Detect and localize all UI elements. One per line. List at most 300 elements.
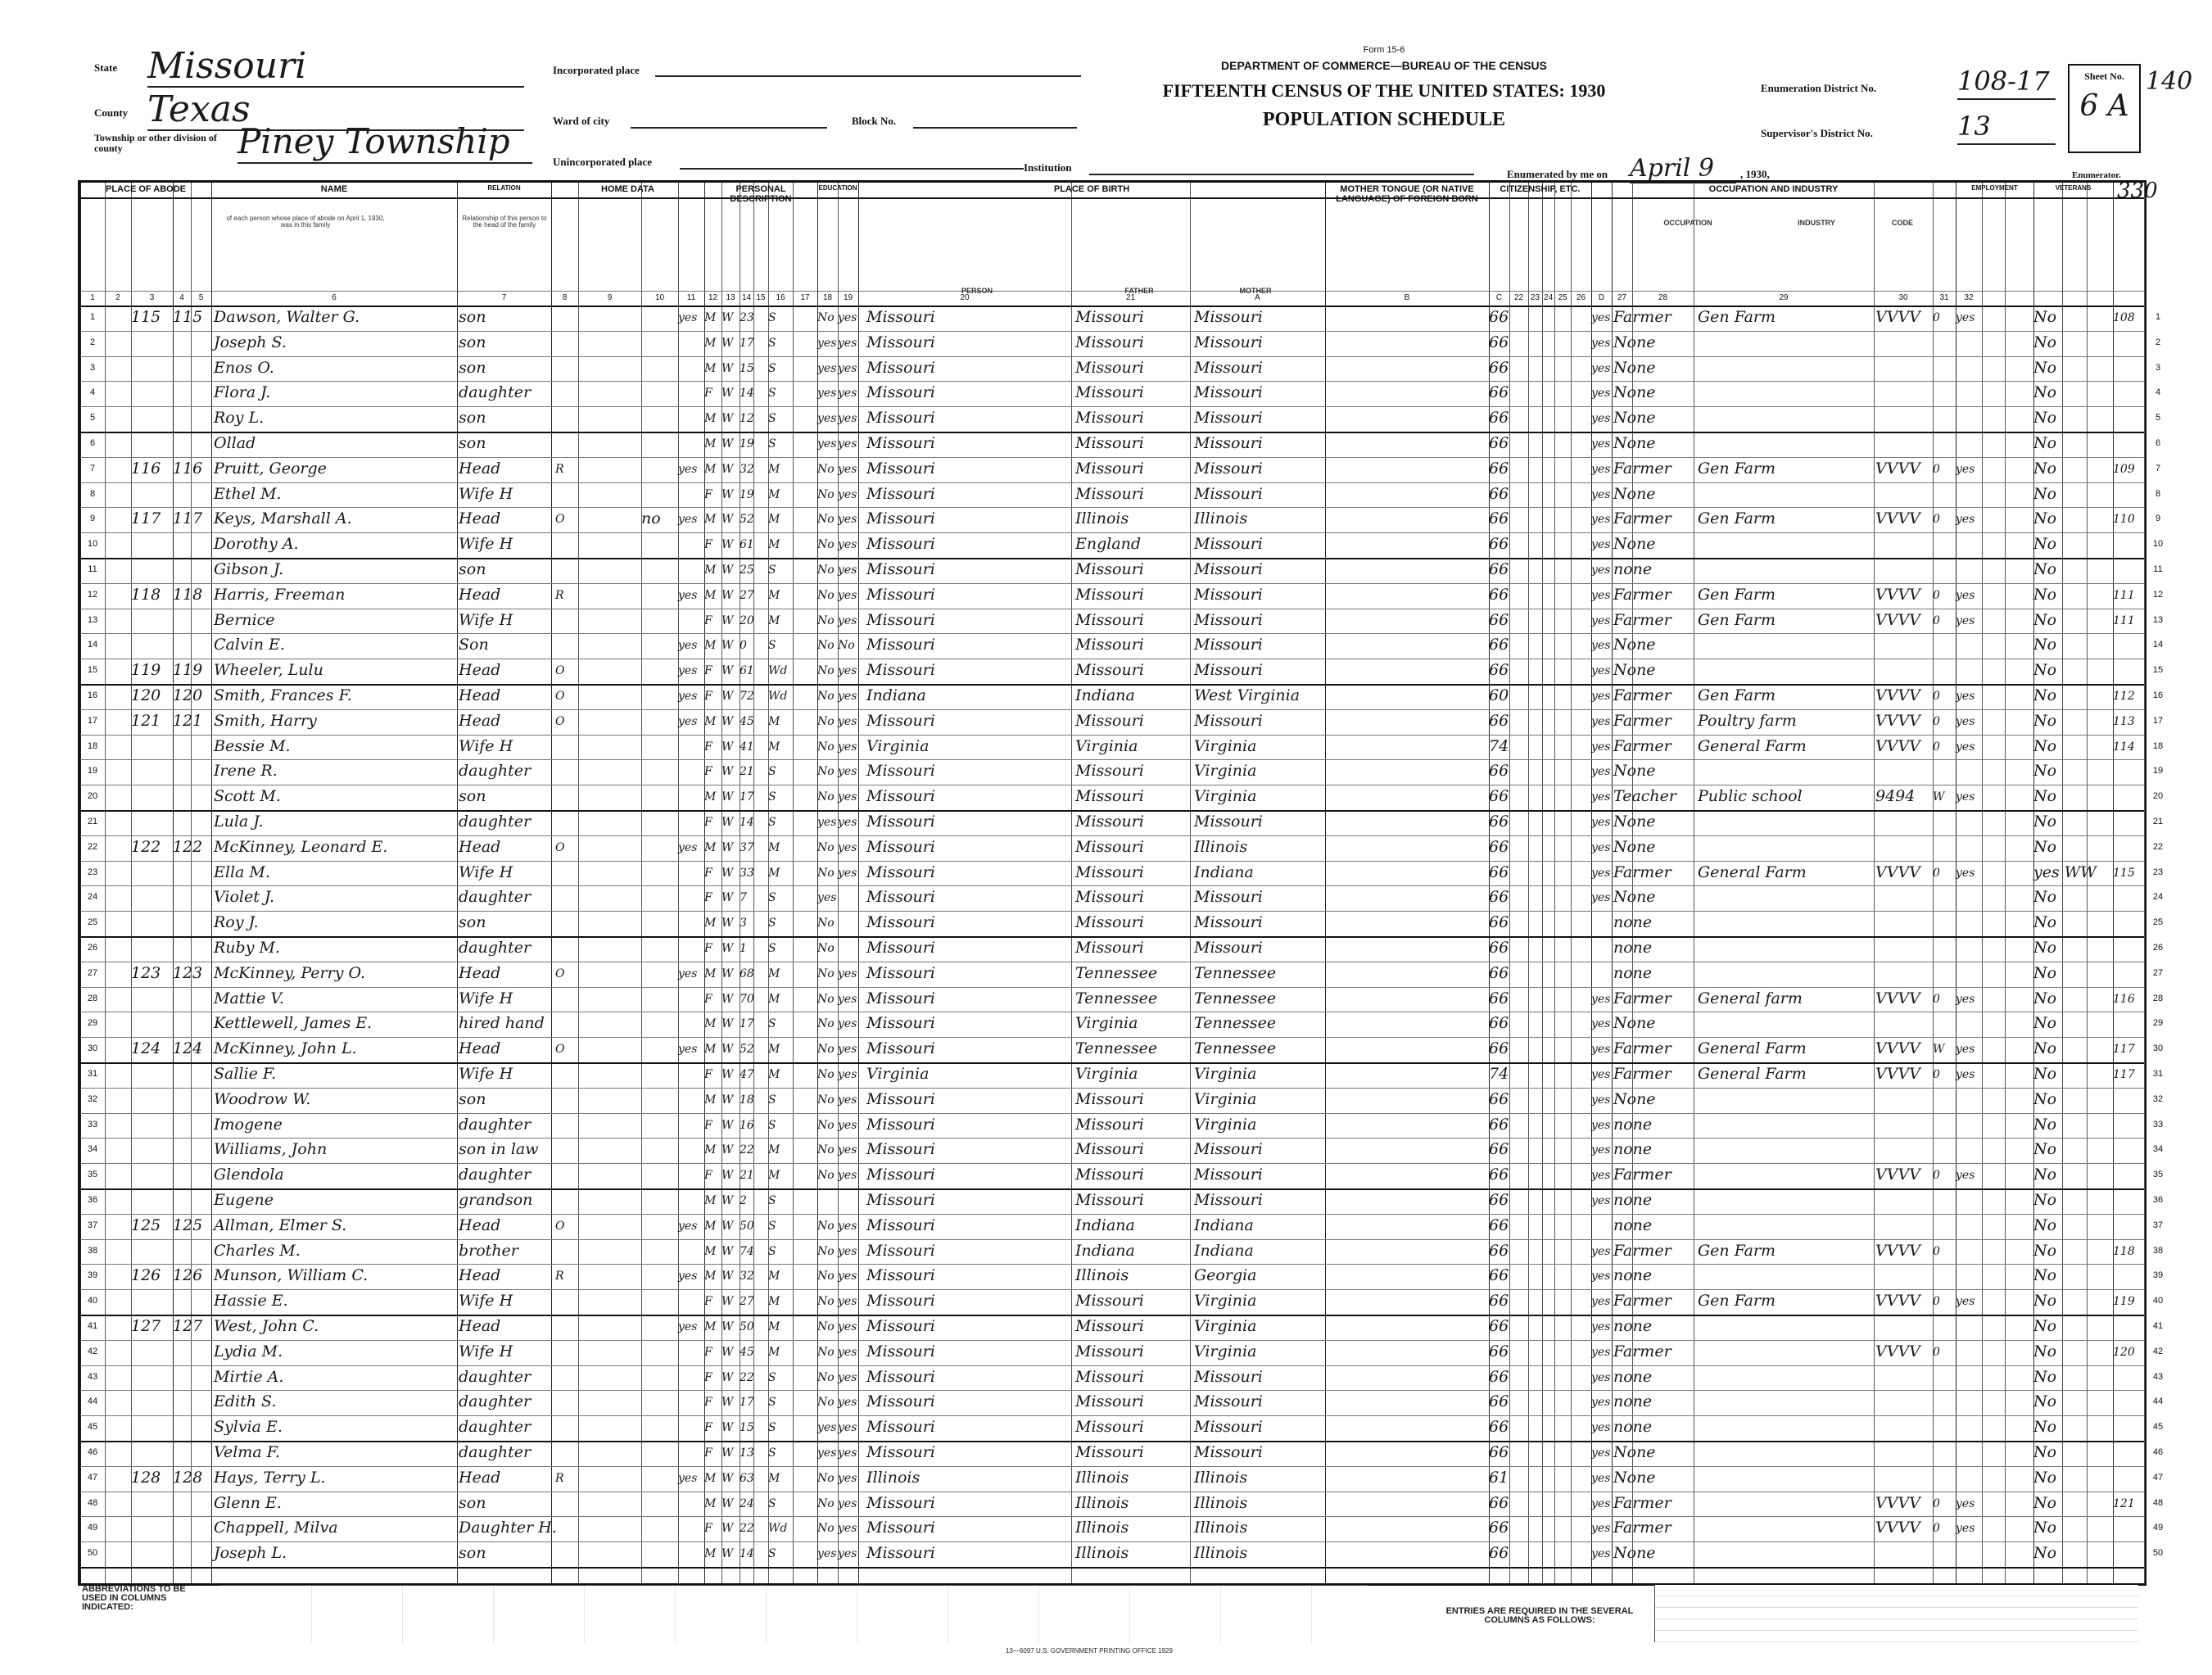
race: W (722, 1496, 734, 1510)
english: yes (1591, 1244, 1611, 1258)
birth-mother: Missouri (1194, 1166, 1263, 1184)
english: yes (1591, 1496, 1611, 1510)
school: No (817, 765, 835, 779)
sex: M (704, 1320, 717, 1333)
english: yes (1591, 816, 1611, 829)
marital: S (768, 1093, 776, 1107)
nativity-code: 66 (1489, 1292, 1509, 1311)
row-rule (80, 558, 2144, 559)
occupation: None (1613, 762, 1656, 781)
at-work: yes (1956, 1496, 1975, 1510)
marital: M (768, 1169, 780, 1183)
school: No (817, 967, 835, 980)
school: No (817, 1244, 835, 1258)
row-rule (80, 1289, 2144, 1290)
race: W (722, 1396, 734, 1410)
age: 27 (740, 588, 754, 602)
column-divider (2062, 183, 2063, 1583)
marital: S (768, 412, 776, 426)
age: 63 (740, 1471, 754, 1485)
birth-person: Virginia (866, 736, 930, 755)
sex: M (704, 437, 717, 450)
farm: yes (678, 1219, 698, 1233)
row-rule (80, 1340, 2144, 1341)
occupation: Farmer (1613, 989, 1671, 1007)
read-write: yes (838, 1295, 857, 1309)
row-rule (80, 885, 2144, 886)
relation: grandson (459, 1191, 533, 1209)
class-worker: 0 (1933, 311, 1940, 324)
english: yes (1591, 765, 1611, 779)
school: No (817, 564, 835, 577)
birth-father: Missouri (1075, 636, 1144, 654)
school: yes (817, 1446, 837, 1460)
line-number-right: 8 (2155, 488, 2161, 499)
person-name: Roy J. (214, 913, 259, 932)
farm: yes (678, 967, 698, 980)
enumerator-label: Enumerator. (2072, 170, 2121, 180)
veteran: No (2033, 1493, 2057, 1512)
column-divider (641, 183, 642, 1583)
read-write: yes (838, 740, 857, 754)
english: yes (1591, 336, 1611, 350)
birth-mother: Virginia (1194, 736, 1257, 755)
industry: Gen Farm (1698, 459, 1776, 478)
birth-mother: Indiana (1194, 1241, 1254, 1260)
column-number: 17 (800, 293, 810, 302)
school: No (817, 664, 835, 678)
birth-person: Missouri (866, 1166, 935, 1184)
person-name: Mirtie A. (214, 1367, 284, 1386)
english: yes (1591, 564, 1611, 577)
home-owned: R (555, 1471, 564, 1485)
birth-mother: Missouri (1194, 1140, 1263, 1159)
class-worker: 0 (1933, 1522, 1940, 1536)
line-number: 30 (87, 1043, 98, 1054)
column-divider (1325, 183, 1326, 1583)
house-number: 122 (131, 837, 161, 856)
age: 52 (740, 513, 754, 527)
veteran: No (2033, 837, 2057, 856)
farm: yes (678, 840, 698, 854)
marital: M (768, 840, 780, 854)
race: W (722, 437, 734, 450)
birth-father: Missouri (1075, 333, 1144, 351)
line-number: 42 (87, 1346, 98, 1356)
birth-person: Missouri (866, 1367, 935, 1386)
sex: M (704, 1244, 717, 1258)
veteran: No (2033, 1544, 2057, 1563)
sex: M (704, 1043, 717, 1057)
enumerated-label: Enumerated by me on (1507, 168, 1608, 180)
house-number: 120 (131, 686, 161, 704)
nativity-code: 66 (1489, 862, 1509, 881)
school: No (817, 513, 835, 527)
industry: Public school (1698, 787, 1803, 806)
sheet-value: 6 A (2079, 89, 2129, 123)
sex: M (704, 714, 717, 728)
birth-mother: Missouri (1194, 560, 1263, 578)
nativity-code: 66 (1489, 888, 1509, 907)
veteran: No (2033, 1292, 2057, 1311)
line-number: 15 (87, 665, 98, 676)
school: No (817, 613, 835, 627)
age: 2 (740, 1194, 747, 1207)
line-number: 33 (87, 1119, 98, 1129)
column-divider (1071, 183, 1072, 1583)
line-number-right: 30 (2152, 1043, 2164, 1054)
person-name: Keys, Marshall A. (214, 509, 352, 528)
line-number-right: 23 (2152, 867, 2164, 877)
nativity-code: 66 (1489, 383, 1509, 402)
header-rule (80, 306, 2144, 307)
age: 20 (740, 613, 754, 627)
birth-mother: West Virginia (1194, 686, 1301, 704)
nativity-code: 66 (1489, 1519, 1509, 1537)
state-value: Missouri (147, 45, 524, 88)
person-name: Charles M. (214, 1241, 301, 1260)
read-write: yes (838, 437, 857, 450)
veteran: No (2033, 636, 2057, 654)
column-divider (2087, 183, 2088, 1583)
at-work: yes (1956, 1295, 1975, 1309)
farm: yes (678, 639, 698, 653)
house-number: 118 (131, 585, 161, 604)
row-rule (80, 1541, 2144, 1542)
census-schedule-table (78, 180, 2164, 1586)
marital: S (768, 917, 776, 930)
veteran: No (2033, 560, 2057, 578)
relation: Head (459, 459, 501, 478)
birth-mother: Virginia (1194, 1317, 1257, 1335)
industry: General Farm (1698, 736, 1807, 755)
occupation: None (1613, 888, 1656, 907)
school: No (817, 1295, 835, 1309)
birth-father-header: FATHER (1124, 287, 1154, 295)
farm: yes (678, 714, 698, 728)
line-number: 28 (87, 993, 98, 1003)
read-write: yes (838, 1270, 857, 1283)
birth-father: Missouri (1075, 358, 1144, 377)
birth-mother: Missouri (1194, 813, 1263, 831)
line-number: 43 (87, 1371, 98, 1382)
relation: daughter (459, 383, 532, 402)
line-number-right: 39 (2152, 1270, 2164, 1281)
birth-person: Missouri (866, 333, 935, 351)
family-number: 115 (173, 308, 203, 326)
family-number: 121 (173, 711, 203, 730)
occupation: none (1613, 1191, 1653, 1209)
column-divider (191, 183, 192, 1583)
veteran: No (2033, 1519, 2057, 1537)
birth-person: Missouri (866, 1392, 935, 1411)
english: yes (1591, 1471, 1611, 1485)
school: No (817, 1471, 835, 1485)
birth-father: Missouri (1075, 308, 1144, 326)
line-number-right: 18 (2152, 740, 2164, 751)
school: yes (817, 412, 837, 426)
marital: S (768, 790, 776, 804)
row-rule (80, 1188, 2144, 1190)
occupation: Farmer (1613, 862, 1671, 881)
nativity-code: 66 (1489, 1115, 1509, 1134)
english: yes (1591, 1169, 1611, 1183)
class-worker: 0 (1933, 1169, 1940, 1183)
line-number: 41 (87, 1321, 98, 1331)
line-number-right: 33 (2152, 1119, 2164, 1129)
nativity-code: 66 (1489, 762, 1509, 781)
at-work: yes (1956, 866, 1975, 880)
row-rule (80, 507, 2144, 508)
supervisor-label: Supervisor's District No. (1761, 127, 1873, 139)
entries-title: ENTRIES ARE REQUIRED IN THE SEVERAL COLUMNS AS FOLLOWS: (1445, 1606, 1634, 1625)
person-name: Harris, Freeman (214, 585, 346, 604)
home-owned: O (555, 664, 565, 678)
read-write: yes (838, 1471, 857, 1485)
header-rule (80, 197, 2144, 199)
school: yes (817, 437, 837, 450)
industry: Gen Farm (1698, 1241, 1776, 1260)
read-write: yes (838, 1421, 857, 1435)
line-number: 47 (87, 1472, 98, 1483)
at-work: yes (1956, 1043, 1975, 1057)
veteran: No (2033, 610, 2057, 629)
relation: daughter (459, 1443, 532, 1461)
relation: Wife H (459, 862, 513, 881)
occupation: Farmer (1613, 1241, 1671, 1260)
nativity-code: 66 (1489, 560, 1509, 578)
incorporated-label: Incorporated place (553, 64, 640, 76)
column-number: 10 (654, 293, 665, 302)
veteran: No (2033, 383, 2057, 402)
birth-mother: Missouri (1194, 888, 1263, 907)
relation: son (459, 409, 486, 428)
age: 12 (740, 412, 754, 426)
row-rule (80, 1062, 2144, 1064)
marital: M (768, 1143, 780, 1157)
person-name: Imogene (214, 1115, 283, 1134)
sex: M (704, 1093, 717, 1107)
marital: S (768, 1219, 776, 1233)
relation: Head (459, 963, 501, 982)
row-rule (80, 1466, 2144, 1467)
birth-mother: Indiana (1194, 1216, 1254, 1234)
line-number-right: 14 (2152, 640, 2164, 650)
age: 1 (740, 942, 747, 955)
row-rule (80, 1163, 2144, 1164)
sex: F (704, 538, 712, 552)
sex: M (704, 1194, 717, 1207)
read-write: yes (838, 967, 857, 980)
race: W (722, 1118, 734, 1132)
person-name: Scott M. (214, 787, 281, 806)
sex: F (704, 1421, 712, 1435)
race: W (722, 1547, 734, 1561)
relation: Wife H (459, 484, 513, 503)
line-number-right: 36 (2152, 1195, 2164, 1205)
race: W (722, 664, 734, 678)
occupation: None (1613, 383, 1656, 402)
person-name: Bessie M. (214, 736, 291, 755)
veteran: No (2033, 1392, 2057, 1411)
english: yes (1591, 1043, 1611, 1057)
birth-mother: Missouri (1194, 661, 1263, 680)
race: W (722, 387, 734, 401)
column-group-header: CITIZENSHIP, ETC. (1500, 184, 1581, 194)
marital: S (768, 891, 776, 905)
race: W (722, 1270, 734, 1283)
family-number: 123 (173, 963, 203, 982)
birth-person: Missouri (866, 661, 935, 680)
column-number: 14 (741, 293, 752, 302)
age: 7 (740, 891, 747, 905)
sex: F (704, 1446, 712, 1460)
race: W (722, 765, 734, 779)
column-divider (1190, 183, 1191, 1583)
marital: M (768, 1043, 780, 1057)
relation: son (459, 333, 486, 351)
sex: F (704, 1370, 712, 1384)
nativity-code: 74 (1489, 1065, 1509, 1083)
column-number: 24 (1543, 293, 1554, 302)
relation: daughter (459, 813, 532, 831)
birth-person: Missouri (866, 1014, 935, 1033)
person-name: Woodrow W. (214, 1089, 311, 1108)
farm: yes (678, 1471, 698, 1485)
english: yes (1591, 740, 1611, 754)
entries-table (1654, 1585, 2138, 1642)
birth-mother: Missouri (1194, 585, 1263, 604)
read-write: yes (838, 462, 857, 476)
family-number: 126 (173, 1266, 203, 1285)
birth-father: Missouri (1075, 434, 1144, 452)
occupation: Farmer (1613, 736, 1671, 755)
occupation: none (1613, 560, 1653, 578)
row-rule (80, 583, 2144, 584)
class-worker: W (1933, 1043, 1945, 1057)
row-rule (80, 911, 2144, 912)
veteran: No (2033, 1317, 2057, 1335)
person-name: Ruby M. (214, 939, 280, 957)
marital: S (768, 311, 776, 324)
birth-mother: Illinois (1194, 1468, 1248, 1487)
column-number: 32 (1964, 293, 1974, 302)
line-number: 44 (87, 1397, 98, 1407)
birth-mother: Missouri (1194, 459, 1263, 478)
industry: Gen Farm (1698, 686, 1776, 704)
family-number: 117 (173, 509, 203, 528)
nativity-code: 66 (1489, 1191, 1509, 1209)
marital: M (768, 1320, 780, 1333)
birth-person: Missouri (866, 409, 935, 428)
at-work: yes (1956, 690, 1975, 703)
at-work: yes (1956, 613, 1975, 627)
age: 22 (740, 1370, 754, 1384)
row-rule (80, 1264, 2144, 1265)
race: W (722, 1244, 734, 1258)
column-group-header: PLACE OF ABODE (106, 184, 186, 194)
relation: daughter (459, 762, 532, 781)
english: yes (1591, 664, 1611, 678)
row-rule (80, 835, 2144, 836)
line-number-right: 5 (2155, 413, 2161, 423)
age: 0 (740, 639, 747, 653)
birth-mother: Missouri (1194, 484, 1263, 503)
at-work: yes (1956, 513, 1975, 527)
nativity-code: 60 (1489, 686, 1509, 704)
nativity-code: 66 (1489, 1367, 1509, 1386)
schedule-subtitle: POPULATION SCHEDULE (1262, 109, 1506, 130)
sex: M (704, 1471, 717, 1485)
read-write: No (838, 639, 855, 653)
race: W (722, 361, 734, 375)
marital: Wd (768, 664, 788, 678)
column-divider (1542, 183, 1543, 1583)
read-write: yes (838, 336, 857, 350)
birth-mother: Missouri (1194, 358, 1263, 377)
occupation: Farmer (1613, 509, 1671, 528)
veteran: No (2033, 1089, 2057, 1108)
school: No (817, 1068, 835, 1081)
line-number-right: 28 (2152, 993, 2164, 1003)
marital: Wd (768, 690, 788, 703)
marital: S (768, 639, 776, 653)
age: 61 (740, 538, 754, 552)
age: 23 (740, 311, 754, 324)
nativity-code: 66 (1489, 1241, 1509, 1260)
read-write: yes (838, 866, 857, 880)
county-label: County (94, 106, 129, 119)
veteran: No (2033, 989, 2057, 1007)
veteran: No (2033, 1241, 2057, 1260)
marital: S (768, 437, 776, 450)
race: W (722, 613, 734, 627)
marital: M (768, 588, 780, 602)
school: No (817, 1320, 835, 1333)
race: W (722, 1345, 734, 1359)
age: 52 (740, 1043, 754, 1057)
person-name: Ethel M. (214, 484, 282, 503)
class-worker: 0 (1933, 714, 1940, 728)
farm: yes (678, 513, 698, 527)
occupation: Farmer (1613, 1292, 1671, 1311)
column-group-header: PLACE OF BIRTH (1053, 184, 1130, 194)
column-divider (1874, 183, 1875, 1583)
occupation: none (1613, 1115, 1653, 1134)
line-number: 16 (87, 690, 98, 700)
occ-code: VVVV (1875, 989, 1920, 1007)
family-number: 120 (173, 686, 203, 704)
birth-father: Missouri (1075, 1140, 1144, 1159)
age: 22 (740, 1143, 754, 1157)
sex: M (704, 361, 717, 375)
english: yes (1591, 1396, 1611, 1410)
english: yes (1591, 840, 1611, 854)
age: 16 (740, 1118, 754, 1132)
nativity-code: 66 (1489, 636, 1509, 654)
column-divider (2005, 183, 2006, 1583)
row-rule (80, 1516, 2144, 1517)
birth-father: Virginia (1075, 1014, 1138, 1033)
sex: M (704, 564, 717, 577)
line-number-right: 7 (2155, 463, 2161, 473)
industry: Gen Farm (1698, 1292, 1776, 1311)
birth-father: Virginia (1075, 736, 1138, 755)
line-number: 13 (87, 614, 98, 625)
house-number: 125 (131, 1216, 161, 1234)
relation: Wife H (459, 535, 513, 554)
veteran: No (2033, 787, 2057, 806)
